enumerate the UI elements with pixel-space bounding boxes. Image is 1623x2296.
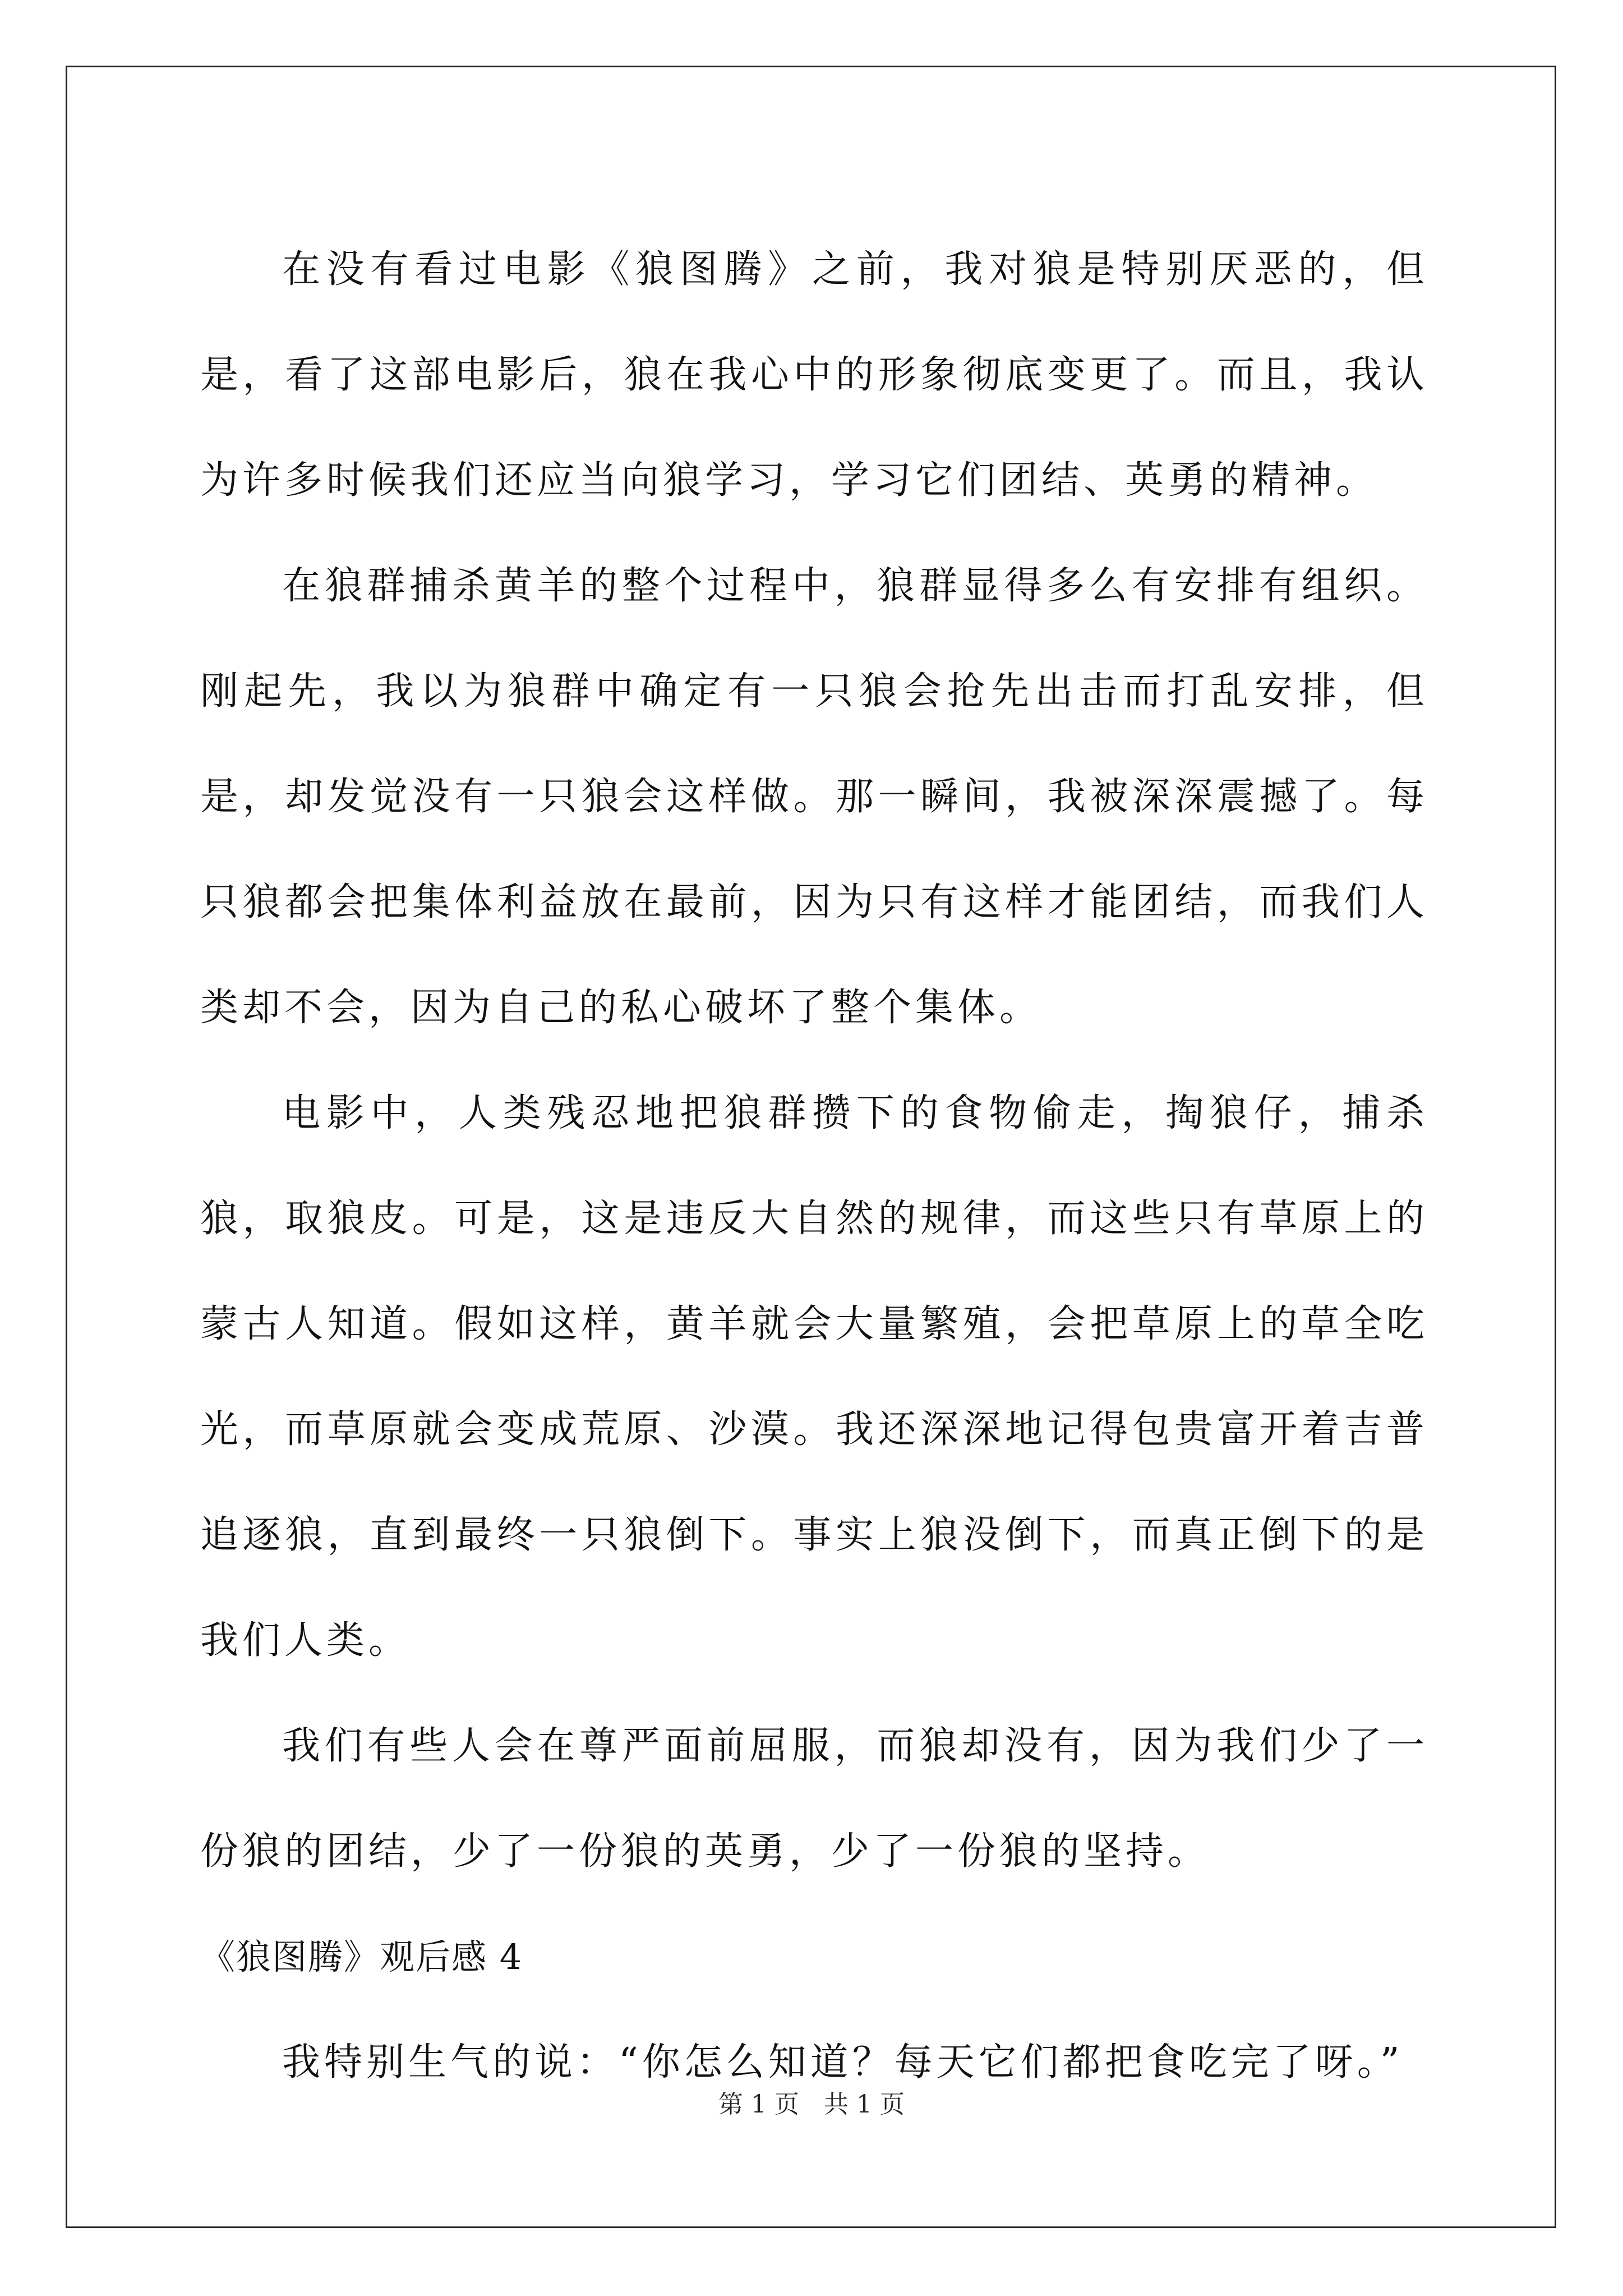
paragraph: 在狼群捕杀黄羊的整个过程中，狼群显得多么有安排有组织。刚起先，我以为狼群中确定有一只狼会抢先出击而打乱安排，但是，却发觉没有一只狼会这样做。那一瞬间，我被深深震撼了。每只狼都会把集体利益放在最前，因为只有这样才能团结，而我们人类却不会，因为自己的私心破坏了整个集体。 (200, 564, 1428, 1030)
section-heading: 《狼图腾》观后感 4 (200, 1936, 523, 1977)
paragraph: 我们有些人会在尊严面前屈服，而狼却没有，因为我们少了一份狼的团结，少了一份狼的英勇，少了一份狼的坚持。 (200, 1724, 1428, 1874)
paragraph: 在没有看过电影《狼图腾》之前，我对狼是特别厌恶的，但是，看了这部电影后，狼在我心中的形象彻底变更了。而且，我认为许多时候我们还应当向狼学习，学习它们团结、英勇的精神。 (200, 247, 1428, 503)
paragraph: 我特别生气的说：“你怎么知道？每天它们都把食吃完了呀。” (282, 2040, 1404, 2085)
paragraph: 电影中，人类残忍地把狼群攒下的食物偷走，掏狼仔，捕杀狼，取狼皮。可是，这是违反大自然的规律，而这些只有草原上的蒙古人知道。假如这样，黄羊就会大量繁殖，会把草原上的草全吃光，而草原就会变成荒原、沙漠。我还深深地记得包贵富开着吉普追逐狼，直到最终一只狼倒下。事实上狼没倒下，而真正倒下的是我们人类。 (200, 1091, 1428, 1663)
document-body (200, 217, 1428, 2115)
page-footer: 第 1 页 共 1 页 (718, 2090, 905, 2119)
